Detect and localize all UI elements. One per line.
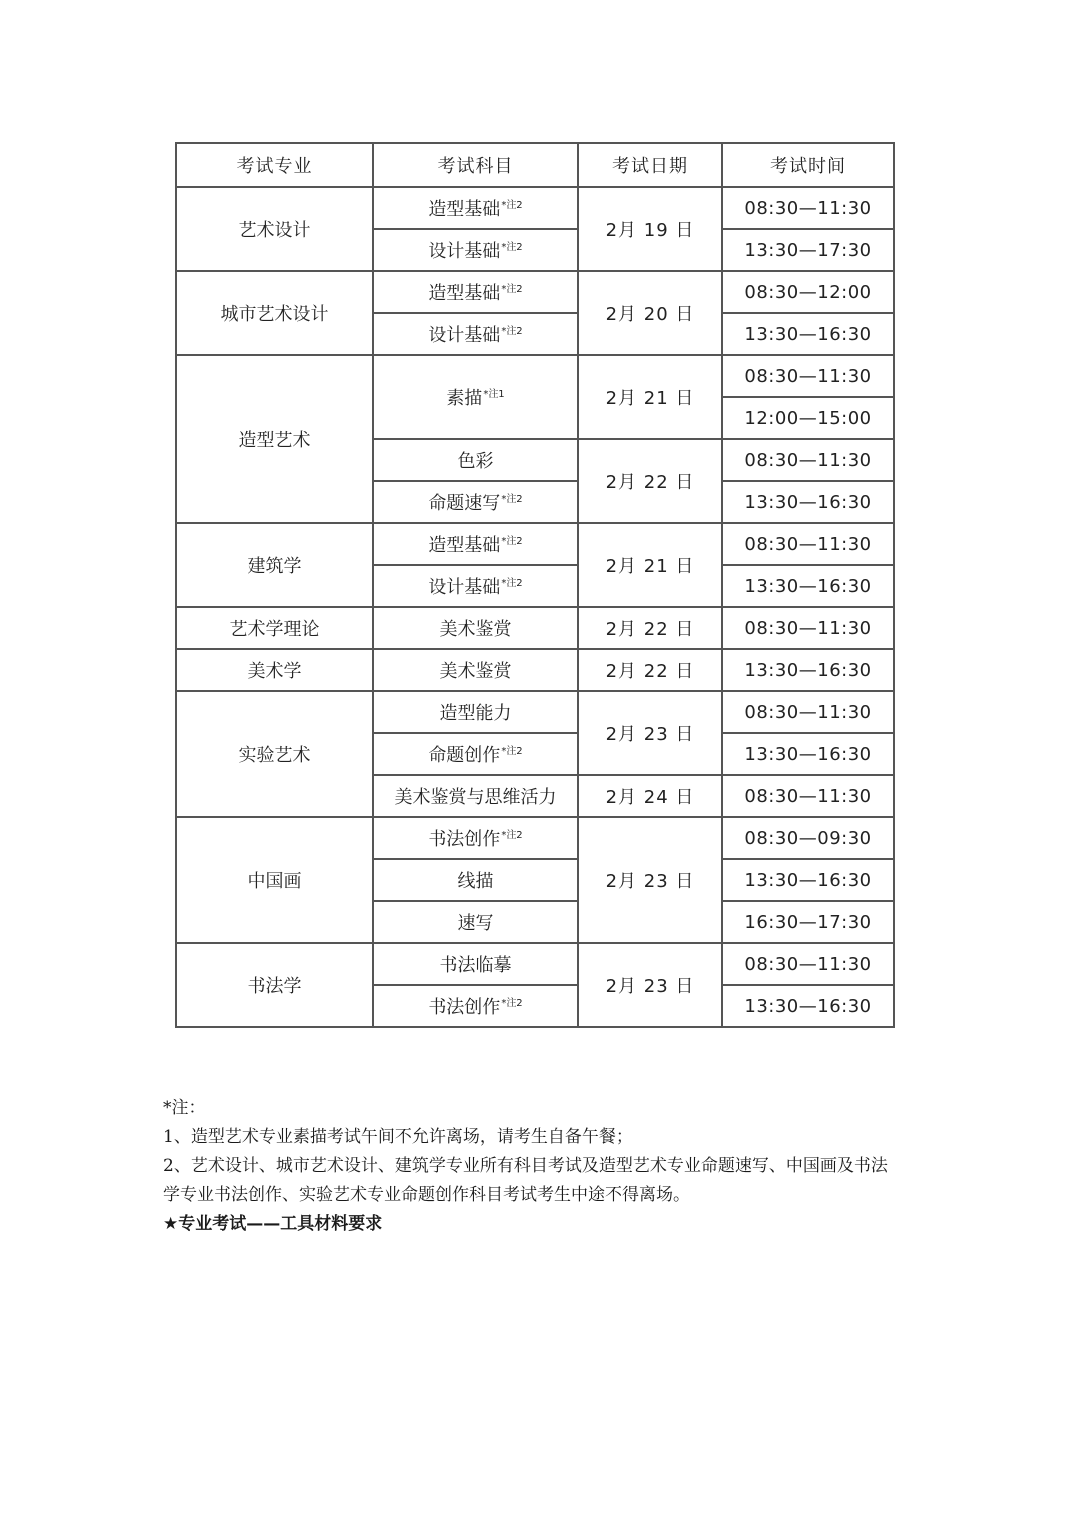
cell-date: 2月 22 日 <box>578 649 722 691</box>
cell-time: 08:30—11:30 <box>722 691 894 733</box>
cell-subject <box>373 859 578 901</box>
cell-time: 13:30—16:30 <box>722 481 894 523</box>
cell-subject <box>373 523 578 565</box>
cell-subject <box>373 313 578 355</box>
cell-time: 13:30—16:30 <box>722 733 894 775</box>
subject-label: 设计基础 <box>428 325 501 346</box>
subject-label: 书法创作 <box>428 829 501 850</box>
exam-schedule-table <box>175 142 895 1028</box>
cell-time: 13:30—16:30 <box>722 313 894 355</box>
cell-time: 08:30—11:30 <box>722 607 894 649</box>
subject-label: 造型基础 <box>428 283 501 304</box>
cell-major: 中国画 <box>176 817 373 943</box>
cell-subject <box>373 229 578 271</box>
subject-label: 设计基础 <box>428 241 501 262</box>
cell-major: 艺术设计 <box>176 187 373 271</box>
footnote-marker: *注2 <box>501 326 523 337</box>
cell-time: 08:30—11:30 <box>722 187 894 229</box>
cell-time: 16:30—17:30 <box>722 901 894 943</box>
cell-subject <box>373 691 578 733</box>
cell-date: 2月 23 日 <box>578 691 722 775</box>
table-row <box>176 607 894 649</box>
subject-label: 色彩 <box>457 451 494 472</box>
footnote-marker: *注2 <box>501 746 523 757</box>
subject-label: 造型能力 <box>439 703 512 724</box>
table-row <box>176 187 894 229</box>
subject-label: 书法临摹 <box>439 955 512 976</box>
footnote-marker: *注2 <box>501 536 523 547</box>
footnote-marker: *注2 <box>501 578 523 589</box>
cell-time: 08:30—09:30 <box>722 817 894 859</box>
cell-time: 13:30—16:30 <box>722 565 894 607</box>
footnote-marker: *注2 <box>501 284 523 295</box>
cell-date: 2月 24 日 <box>578 775 722 817</box>
cell-time: 08:30—12:00 <box>722 271 894 313</box>
cell-date: 2月 23 日 <box>578 943 722 1027</box>
footnote-marker: *注1 <box>483 389 505 400</box>
cell-major: 美术学 <box>176 649 373 691</box>
subject-label: 命题创作 <box>428 745 501 766</box>
footnote-marker: *注2 <box>501 242 523 253</box>
cell-date: 2月 19 日 <box>578 187 722 271</box>
cell-subject <box>373 565 578 607</box>
cell-time: 08:30—11:30 <box>722 439 894 481</box>
cell-time: 13:30—16:30 <box>722 649 894 691</box>
cell-subject <box>373 439 578 481</box>
cell-subject <box>373 817 578 859</box>
footnote-marker: *注2 <box>501 998 523 1009</box>
cell-subject <box>373 481 578 523</box>
cell-date: 2月 20 日 <box>578 271 722 355</box>
notes-section <box>163 1094 903 1239</box>
subject-label: 美术鉴赏 <box>439 661 512 682</box>
footnote-marker: *注2 <box>501 494 523 505</box>
table-body <box>176 187 894 1027</box>
cell-subject <box>373 775 578 817</box>
cell-time: 08:30—11:30 <box>722 355 894 397</box>
cell-subject <box>373 649 578 691</box>
cell-time: 12:00—15:00 <box>722 397 894 439</box>
subject-label: 造型基础 <box>428 535 501 556</box>
footnote-marker: *注2 <box>501 200 523 211</box>
cell-time: 13:30—17:30 <box>722 229 894 271</box>
cell-major: 书法学 <box>176 943 373 1027</box>
table-row <box>176 271 894 313</box>
table-row <box>176 523 894 565</box>
cell-subject <box>373 943 578 985</box>
cell-subject <box>373 607 578 649</box>
table-row <box>176 355 894 397</box>
cell-subject <box>373 901 578 943</box>
cell-time: 08:30—11:30 <box>722 775 894 817</box>
subject-label: 美术鉴赏与思维活力 <box>394 787 557 808</box>
cell-time: 13:30—16:30 <box>722 859 894 901</box>
section-heading: ★专业考试——工具材料要求 <box>163 1214 383 1234</box>
subject-label: 速写 <box>457 913 494 934</box>
subject-label: 命题速写 <box>428 493 501 514</box>
cell-time: 13:30—16:30 <box>722 985 894 1027</box>
header-time: 考试时间 <box>722 143 894 187</box>
note-item-1: 1、造型艺术专业素描考试午间不允许离场，请考生自备午餐； <box>163 1127 633 1147</box>
subject-label: 素描 <box>446 388 483 409</box>
cell-date: 2月 21 日 <box>578 523 722 607</box>
cell-major: 建筑学 <box>176 523 373 607</box>
cell-subject <box>373 355 578 439</box>
note-item-2: 2、艺术设计、城市艺术设计、建筑学专业所有科目考试及造型艺术专业命题速写、中国画及书法学专业书法创作、实验艺术专业命题创作科目考试考生中途不得离场。 <box>163 1156 888 1205</box>
cell-major: 艺术学理论 <box>176 607 373 649</box>
cell-date: 2月 23 日 <box>578 817 722 943</box>
cell-subject <box>373 271 578 313</box>
cell-subject <box>373 733 578 775</box>
table-header-row <box>176 143 894 187</box>
table-row <box>176 691 894 733</box>
notes-title: *注： <box>163 1098 206 1118</box>
subject-label: 美术鉴赏 <box>439 619 512 640</box>
cell-time: 08:30—11:30 <box>722 943 894 985</box>
cell-date: 2月 22 日 <box>578 439 722 523</box>
cell-major: 城市艺术设计 <box>176 271 373 355</box>
cell-subject <box>373 187 578 229</box>
header-date: 考试日期 <box>578 143 722 187</box>
subject-label: 设计基础 <box>428 577 501 598</box>
subject-label: 线描 <box>457 871 494 892</box>
cell-date: 2月 22 日 <box>578 607 722 649</box>
cell-major: 实验艺术 <box>176 691 373 817</box>
table-row <box>176 817 894 859</box>
cell-time: 08:30—11:30 <box>722 523 894 565</box>
subject-label: 造型基础 <box>428 199 501 220</box>
footnote-marker: *注2 <box>501 830 523 841</box>
table-row <box>176 943 894 985</box>
cell-major: 造型艺术 <box>176 355 373 523</box>
header-major: 考试专业 <box>176 143 373 187</box>
cell-date: 2月 21 日 <box>578 355 722 439</box>
subject-label: 书法创作 <box>428 997 501 1018</box>
cell-subject <box>373 985 578 1027</box>
table-row <box>176 649 894 691</box>
header-subject: 考试科目 <box>373 143 578 187</box>
